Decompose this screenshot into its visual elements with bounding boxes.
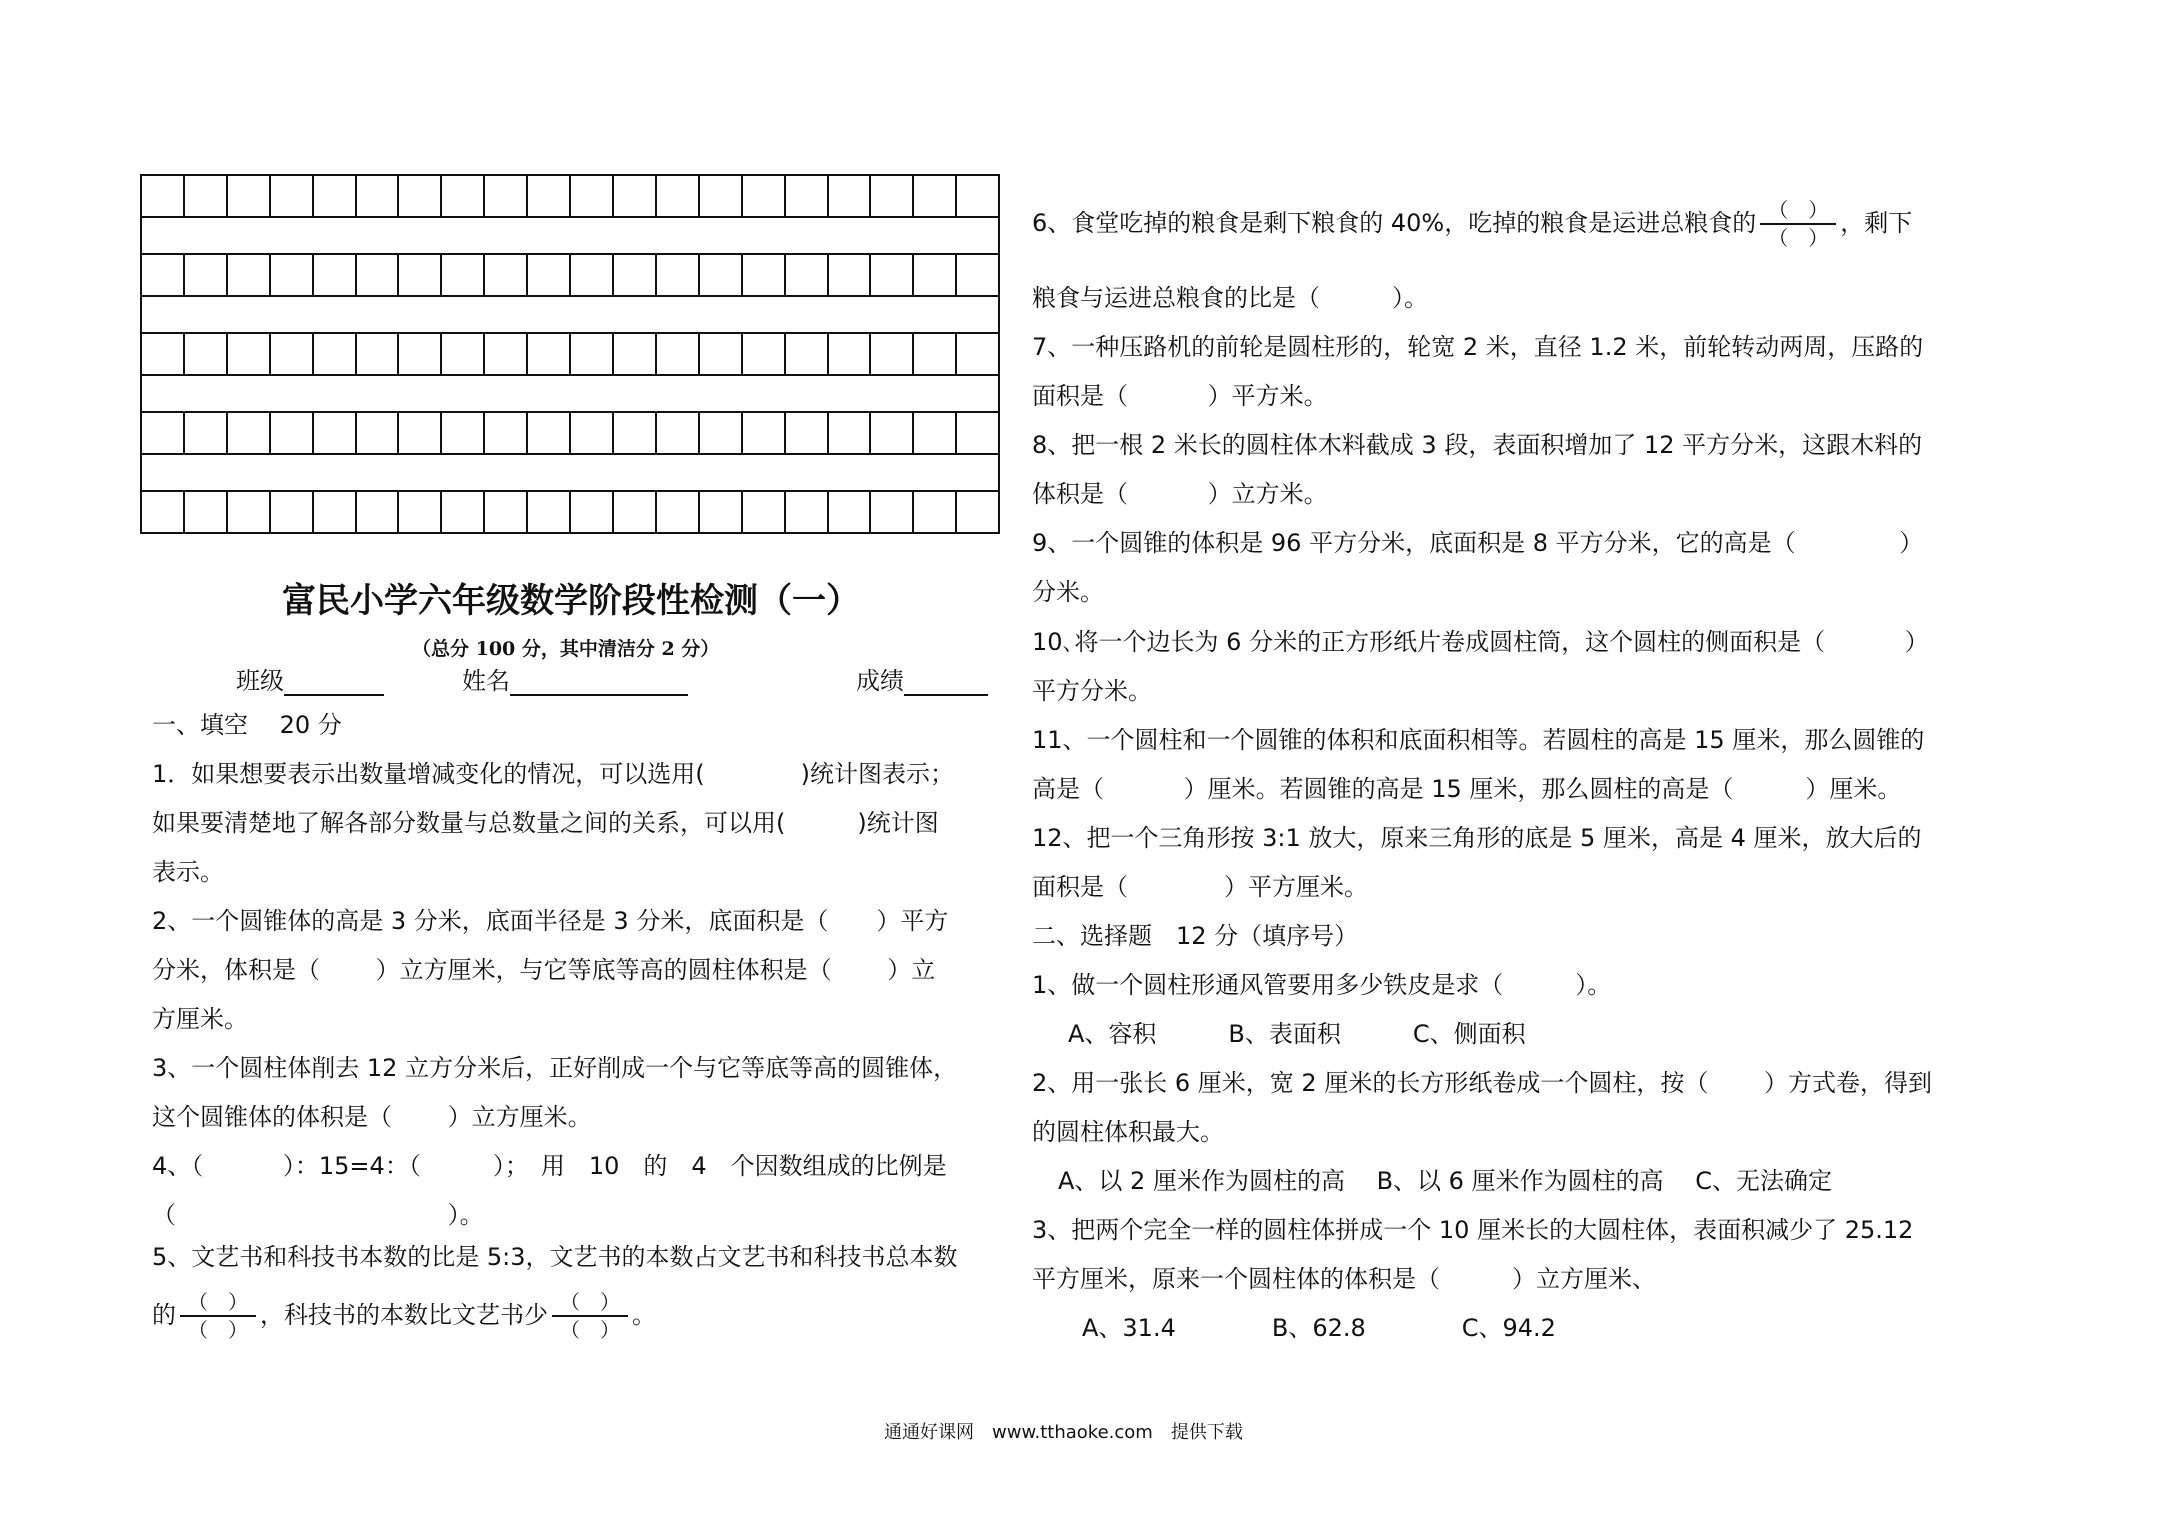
grid-cell xyxy=(271,492,314,532)
grid-cell xyxy=(571,492,614,532)
q5-fraction-1 xyxy=(180,1291,256,1341)
grid-gap xyxy=(140,297,1000,332)
grid-cell xyxy=(442,334,485,374)
fraction-denominator: （ ） xyxy=(188,1318,248,1342)
grid-cell xyxy=(314,255,357,295)
grid-cell xyxy=(185,255,228,295)
grid-cell xyxy=(228,176,271,216)
grid-cell xyxy=(485,492,528,532)
grid-gap xyxy=(140,455,1000,490)
grid-cell xyxy=(271,334,314,374)
name-label: 姓名 xyxy=(462,667,510,695)
q12-line-b: 面积是（ ）平方厘米。 xyxy=(1032,873,1368,901)
grid-cell xyxy=(399,413,442,453)
grid-cell xyxy=(786,176,829,216)
grid-row xyxy=(140,174,1000,218)
grid-cell xyxy=(743,492,786,532)
grid-cell xyxy=(957,334,998,374)
grid-cell xyxy=(228,255,271,295)
grid-row xyxy=(140,490,1000,534)
grid-cell xyxy=(228,413,271,453)
grid-cell xyxy=(357,255,400,295)
section2-heading: 二、选择题 12 分（填序号） xyxy=(1032,922,1359,950)
grid-cell xyxy=(871,413,914,453)
grid-cell xyxy=(528,176,571,216)
grid-cell xyxy=(528,413,571,453)
q5-fraction-2 xyxy=(552,1291,628,1341)
page-title: 富民小学六年级数学阶段性检测（一） xyxy=(282,581,860,621)
q9-line-b: 分米。 xyxy=(1032,578,1104,606)
q12-line-a: 12、把一个三角形按 3:1 放大，原来三角形的底是 5 厘米，高是 4 厘米，放大后的 xyxy=(1032,824,1922,852)
grid-cell xyxy=(786,492,829,532)
fraction-numerator: （ ） xyxy=(552,1291,628,1317)
q4-line-a: 4、（ ）：15=4：（ ）； 用 10 的 4 个因数组成的比例是 xyxy=(152,1152,947,1180)
grid-cell xyxy=(957,492,998,532)
grid-cell xyxy=(399,492,442,532)
grid-cell xyxy=(657,492,700,532)
grid-cell xyxy=(957,413,998,453)
grid-cell xyxy=(614,334,657,374)
q5-line-b xyxy=(152,1290,656,1341)
grid-cell xyxy=(314,176,357,216)
q2-line-b: 分米，体积是（ ）立方厘米，与它等底等高的圆柱体积是（ ）立 xyxy=(152,956,936,984)
grid-cell xyxy=(657,334,700,374)
q6-fraction xyxy=(1760,199,1836,249)
grid-cell xyxy=(399,176,442,216)
q6-text: 6、食堂吃掉的粮食是剩下粮食的 40%，吃掉的粮食是运进总粮食的 xyxy=(1032,209,1757,237)
q5-middle: ，科技书的本数比文艺书少 xyxy=(260,1301,548,1329)
q6-suffix: ，剩下 xyxy=(1840,209,1913,237)
grid-cell xyxy=(142,334,185,374)
grid-cell xyxy=(700,492,743,532)
q10-line-a: 10､将一个边长为 6 分米的正方形纸片卷成圆柱筒，这个圆柱的侧面积是（ ） xyxy=(1032,628,1929,656)
grid-cell xyxy=(829,176,872,216)
grid-cell xyxy=(142,413,185,453)
grid-cell xyxy=(743,334,786,374)
class-label: 班级 xyxy=(236,667,284,695)
grid-row xyxy=(140,332,1000,376)
grid-cell xyxy=(614,255,657,295)
grid-cell xyxy=(442,492,485,532)
grid-cell xyxy=(399,334,442,374)
grid-cell xyxy=(271,176,314,216)
name-field xyxy=(462,666,688,696)
grid-cell xyxy=(571,176,614,216)
grid-cell xyxy=(228,334,271,374)
grid-cell xyxy=(957,255,998,295)
grid-cell xyxy=(314,334,357,374)
q2-line-c: 方厘米。 xyxy=(152,1005,248,1033)
grid-cell xyxy=(786,413,829,453)
grid-cell xyxy=(914,492,957,532)
grid-cell xyxy=(185,176,228,216)
q5-line-a: 5、文艺书和科技书本数的比是 5:3，文艺书的本数占文艺书和科技书总本数 xyxy=(152,1243,958,1271)
grid-cell xyxy=(528,255,571,295)
fraction-numerator: （ ） xyxy=(180,1291,256,1317)
grid-cell xyxy=(442,176,485,216)
grid-cell xyxy=(271,413,314,453)
grid-cell xyxy=(571,413,614,453)
q1-line-c: 表示。 xyxy=(152,858,224,886)
choice2-line-b: 的圆柱体积最大。 xyxy=(1032,1118,1224,1146)
grid-cell xyxy=(657,176,700,216)
grid-cell xyxy=(142,492,185,532)
q11-line-a: 11、一个圆柱和一个圆锥的体积和底面积相等。若圆柱的高是 15 厘米，那么圆锥的 xyxy=(1032,726,1925,754)
q7-line-b: 面积是（ ）平方米。 xyxy=(1032,382,1328,410)
q1-line-a: 1．如果想要表示出数量增减变化的情况，可以选用( )统计图表示； xyxy=(152,760,954,788)
grid-cell xyxy=(700,255,743,295)
choice1-options: A、容积 B、表面积 C、侧面积 xyxy=(1068,1020,1526,1048)
choice2-line-a: 2、用一张长 6 厘米，宽 2 厘米的长方形纸卷成一个圆柱，按（ ）方式卷，得到 xyxy=(1032,1069,1932,1097)
grid-cell xyxy=(871,334,914,374)
score-blank xyxy=(904,668,988,696)
grid-cell xyxy=(871,255,914,295)
grid-cell xyxy=(485,176,528,216)
grid-cell xyxy=(357,334,400,374)
grid-cell xyxy=(657,413,700,453)
grid-cell xyxy=(185,334,228,374)
grid-cell xyxy=(614,413,657,453)
grid-gap xyxy=(140,218,1000,253)
q3-line-a: 3、一个圆柱体削去 12 立方分米后，正好削成一个与它等底等高的圆锥体， xyxy=(152,1054,958,1082)
grid-cell xyxy=(271,255,314,295)
grid-cell xyxy=(614,492,657,532)
grid-cell xyxy=(399,255,442,295)
grid-cell xyxy=(786,255,829,295)
grid-cell xyxy=(914,255,957,295)
q5-prefix: 的 xyxy=(152,1301,176,1329)
q4-line-b: （ ）。 xyxy=(152,1201,484,1229)
grid-cell xyxy=(829,413,872,453)
q2-line-a: 2、一个圆锥体的高是 3 分米，底面半径是 3 分米，底面积是（ ）平方 xyxy=(152,907,949,935)
q7-line-a: 7、一种压路机的前轮是圆柱形的，轮宽 2 米，直径 1.2 米，前轮转动两周，压路的 xyxy=(1032,333,1924,361)
grid-cell xyxy=(314,492,357,532)
grid-cell xyxy=(571,255,614,295)
grid-cell xyxy=(743,255,786,295)
name-blank xyxy=(510,668,688,696)
grid-cell xyxy=(228,492,271,532)
grid-cell xyxy=(743,176,786,216)
q1-line-b: 如果要清楚地了解各部分数量与总数量之间的关系，可以用( )统计图 xyxy=(152,809,939,837)
grid-cell xyxy=(528,492,571,532)
footer-credit: 通通好课网 www.tthaoke.com 提供下载 xyxy=(884,1422,1243,1443)
class-field xyxy=(236,666,384,696)
grid-cell xyxy=(871,492,914,532)
choice3-line-a: 3、把两个完全一样的圆柱体拼成一个 10 厘米长的大圆柱体，表面积减少了 25.12 xyxy=(1032,1216,1914,1244)
grid-row xyxy=(140,253,1000,297)
grid-cell xyxy=(357,176,400,216)
q9-line-a: 9、一个圆锥的体积是 96 平方分米，底面积是 8 平方分米，它的高是（ ） xyxy=(1032,529,1924,557)
grid-cell xyxy=(357,492,400,532)
choice1-question: 1、做一个圆柱形通风管要用多少铁皮是求（ ）。 xyxy=(1032,971,1612,999)
grid-cell xyxy=(914,334,957,374)
grid-cell xyxy=(871,176,914,216)
q6-line-b: 粮食与运进总粮食的比是（ ）。 xyxy=(1032,284,1428,312)
score-label: 成绩 xyxy=(856,667,904,695)
section1-heading: 一、填空 20 分 xyxy=(152,711,342,739)
q8-line-b: 体积是（ ）立方米。 xyxy=(1032,480,1328,508)
grid-cell xyxy=(142,176,185,216)
page-subtitle: （总分 100 分，其中清洁分 2 分） xyxy=(412,638,720,660)
q3-line-b: 这个圆锥体的体积是（ ）立方厘米。 xyxy=(152,1103,592,1131)
grid-cell xyxy=(700,413,743,453)
grid-cell xyxy=(700,176,743,216)
q6-line-a xyxy=(1032,198,1912,249)
grid-cell xyxy=(829,255,872,295)
fraction-denominator: （ ） xyxy=(560,1318,620,1342)
grid-cell xyxy=(829,492,872,532)
grid-cell xyxy=(786,334,829,374)
grid-cell xyxy=(829,334,872,374)
choice2-options: A、以 2 厘米作为圆柱的高 B、以 6 厘米作为圆柱的高 C、无法确定 xyxy=(1058,1167,1832,1195)
q11-line-b: 高是（ ）厘米。若圆锥的高是 15 厘米，那么圆柱的高是（ ）厘米。 xyxy=(1032,775,1902,803)
fraction-numerator: （ ） xyxy=(1760,199,1836,225)
q10-line-b: 平方分米。 xyxy=(1032,677,1152,705)
grid-cell xyxy=(442,413,485,453)
writing-grid xyxy=(140,174,1000,534)
grid-cell xyxy=(914,176,957,216)
choice3-line-b: 平方厘米，原来一个圆柱体的体积是（ ）立方厘米、 xyxy=(1032,1265,1656,1293)
grid-cell xyxy=(185,413,228,453)
grid-cell xyxy=(185,492,228,532)
fraction-denominator: （ ） xyxy=(1768,226,1829,250)
q8-line-a: 8、把一根 2 米长的圆柱体木料截成 3 段，表面积增加了 12 平方分米，这跟木料的 xyxy=(1032,431,1923,459)
grid-cell xyxy=(657,255,700,295)
grid-cell xyxy=(357,413,400,453)
grid-cell xyxy=(528,334,571,374)
grid-cell xyxy=(485,334,528,374)
grid-cell xyxy=(700,334,743,374)
class-blank xyxy=(284,668,384,696)
grid-cell xyxy=(314,413,357,453)
grid-row xyxy=(140,411,1000,455)
grid-cell xyxy=(142,255,185,295)
choice3-options: A、31.4 B、62.8 C、94.2 xyxy=(1082,1314,1556,1342)
grid-cell xyxy=(442,255,485,295)
grid-cell xyxy=(743,413,786,453)
score-field xyxy=(856,666,988,696)
grid-cell xyxy=(614,176,657,216)
grid-cell xyxy=(485,255,528,295)
grid-cell xyxy=(914,413,957,453)
grid-cell xyxy=(485,413,528,453)
grid-cell xyxy=(571,334,614,374)
q5-suffix: 。 xyxy=(632,1301,656,1329)
grid-gap xyxy=(140,376,1000,411)
grid-cell xyxy=(957,176,998,216)
